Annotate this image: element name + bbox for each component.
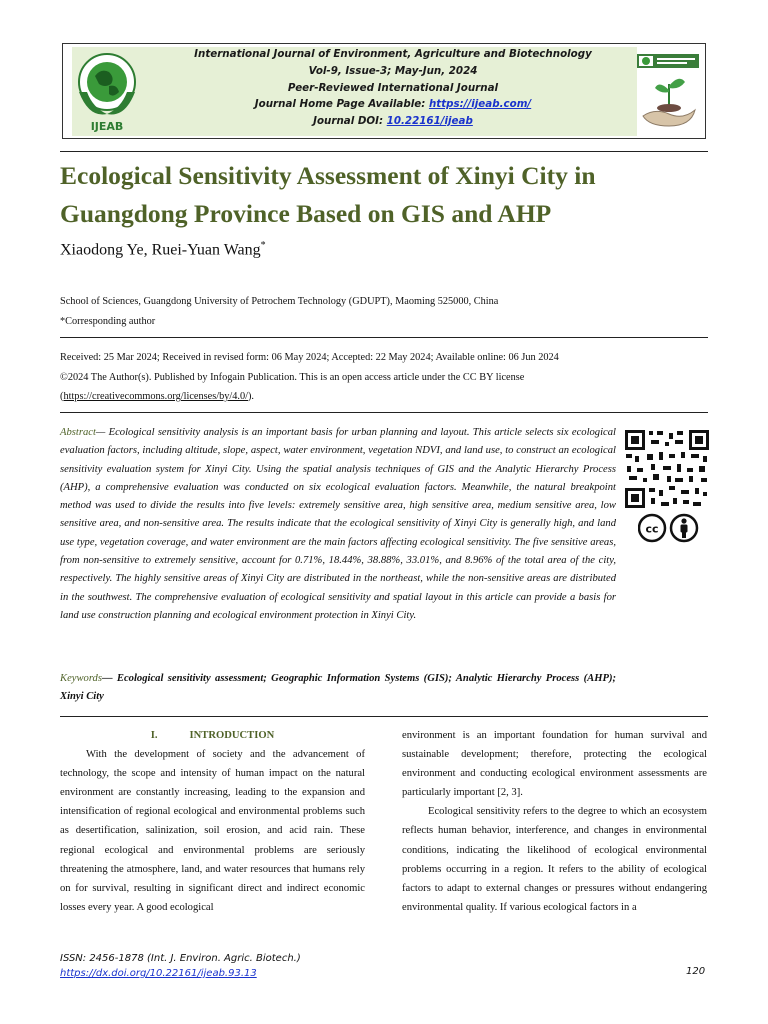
footer-doi-link[interactable]: https://dx.doi.org/10.22161/ijeab.93.13 [60,968,257,979]
dates-rule [60,412,708,413]
author-names: Xiaodong Ye, Ruei-Yuan Wang [60,241,261,259]
left-column [60,726,365,917]
journal-logo-icon [69,48,145,134]
header-rule [60,151,708,152]
journal-doi-link[interactable]: 10.22161/ijeab [386,115,473,128]
intro-paragraph-3: Ecological sensitivity refers to the degree to which an ecosystem reflects human behavior, interference, and changes in environmental conditions, indicating the likelihood of ecological environmental problems occurring in a region. It refers to the ability of ecological factors to adapt to external changes or pressures without endangering environmental quality. If various ecological factors in a [402,806,707,913]
journal-name: International Journal of Environment, Agriculture and Biotechnology [194,48,592,60]
abstract [60,424,616,625]
license-url-line [60,387,710,407]
abstract-label: Abstract [60,427,96,438]
corresponding-author: *Corresponding author [60,315,156,327]
keywords [60,670,616,707]
keywords-label: Keywords [60,673,102,684]
section-heading [60,726,365,745]
intro-paragraph-2: environment is an important foundation for human survival and sustainable development; therefore, protecting the ecological environment and conducting ecological environment assessments are particularly important [2, 3]. [402,730,707,799]
journal-logo-text: IJEAB [90,120,124,133]
journal-doi [173,113,613,130]
section-title: INTRODUCTION [189,730,275,741]
cc-by-license-icon[interactable] [638,513,700,543]
license-line: ©2024 The Author(s). Published by Infogain Publication. This is an open access article under the CC BY license [60,371,525,383]
right-column [402,726,707,917]
svg-text:cc: cc [645,522,659,536]
affiliation: School of Sciences, Guangdong University of Petrochem Technology (GDUPT), Maoming 525000, China [60,296,499,307]
keywords-text: — Ecological sensitivity assessment; Geographic Information Systems (GIS); Analytic Hierarchy Process (AHP); Xinyi City [60,673,616,703]
footer-issn: ISSN: 2456-1878 (Int. J. Environ. Agric. Biotech.) [60,953,301,964]
paper-title [60,157,700,232]
section-number: I. [150,730,158,741]
corresponding-mark: * [260,240,266,251]
page-footer [60,951,301,981]
page-number: 120 [686,966,706,977]
received-dates: Received: 25 Mar 2024; Received in revised form: 06 May 2024; Accepted: 22 May 2024; Available online: 06 Jun 2024 [60,352,559,363]
license-link[interactable]: https://creativecommons.org/licenses/by/4.0/ [63,391,248,402]
abstract-rule [60,716,708,717]
authors [60,240,266,259]
journal-header [62,43,706,139]
intro-paragraph-1: With the development of society and the advancement of technology, the scope and intensity of human impact on the natural environment are constantly increasing, leading to the expansion and intensification of regional ecological and environmental problems such as desertification, salinization, soil erosion, and acid rain. These regional ecological and environmental problems are seriously threatening the atmosphere, land, and water resources that humans rely on for survival, resulting in significant direct and indirect economic losses every year. A good ecological [60,749,365,913]
abstract-text: — Ecological sensitivity analysis is an important basis for urban planning and layout. This article selects six ecological evaluation factors, including altitude, slope, aspect, water environment, vegetation NDVI, and land use, to construct an ecological sensitivity evaluation system for Xinyi City. Using the spatial analysis techniques of GIS and the Analytic Hierarchy Process (AHP), a comprehensive evaluation was conducted on six ecological evaluation factors. Meanwhile, the natural breakpoint method was used to divide the results into five levels: extremely sensitive area, high sensitive area, medium sensitive area, low sensitive area, and non-sensitive area. The results indicate that the ecological sensitivity of Xinyi City is generally high, and land use type, vegetation coverage, and water environment are the main factors affecting ecological sensitivity. The five sensitive areas, from non-sensitive to extremely sensitive, account for 0.71%, 18.44%, 38.88%, 33.01%, and 8.96% of the total area of the city, respectively. The highly sensitive areas of Xinyi City are distributed in the northeast, while the non-sensitive areas are distributed in the southwest. The comprehensive evaluation of ecological sensitivity and spatial layout in this article can provide a basis for land use construction planning and ecological environment protection in Xinyi City. [60,427,616,621]
journal-volume: Vol-9, Issue-3; May-Jun, 2024 [308,64,478,77]
journal-homepage [173,96,613,113]
article-dates [60,348,710,407]
license-open-paren: ( [60,391,64,402]
paper-title-line-2: Guangdong Province Based on GIS and AHP [60,198,552,228]
paper-title-line-1: Ecological Sensitivity Assessment of Xinyi City in [60,161,596,190]
homepage-link[interactable]: https://ijeab.com/ [428,98,532,111]
affiliation-block [60,292,498,331]
homepage-label: Journal Home Page Available: [254,98,429,111]
license-close-paren: ). [248,391,255,402]
doi-label: Journal DOI: [313,115,387,128]
plant-hand-icon [635,50,701,134]
affiliation-rule [60,337,708,338]
journal-review: Peer-Reviewed International Journal [287,81,499,94]
qr-code-icon[interactable] [623,428,711,510]
journal-info [173,46,613,130]
